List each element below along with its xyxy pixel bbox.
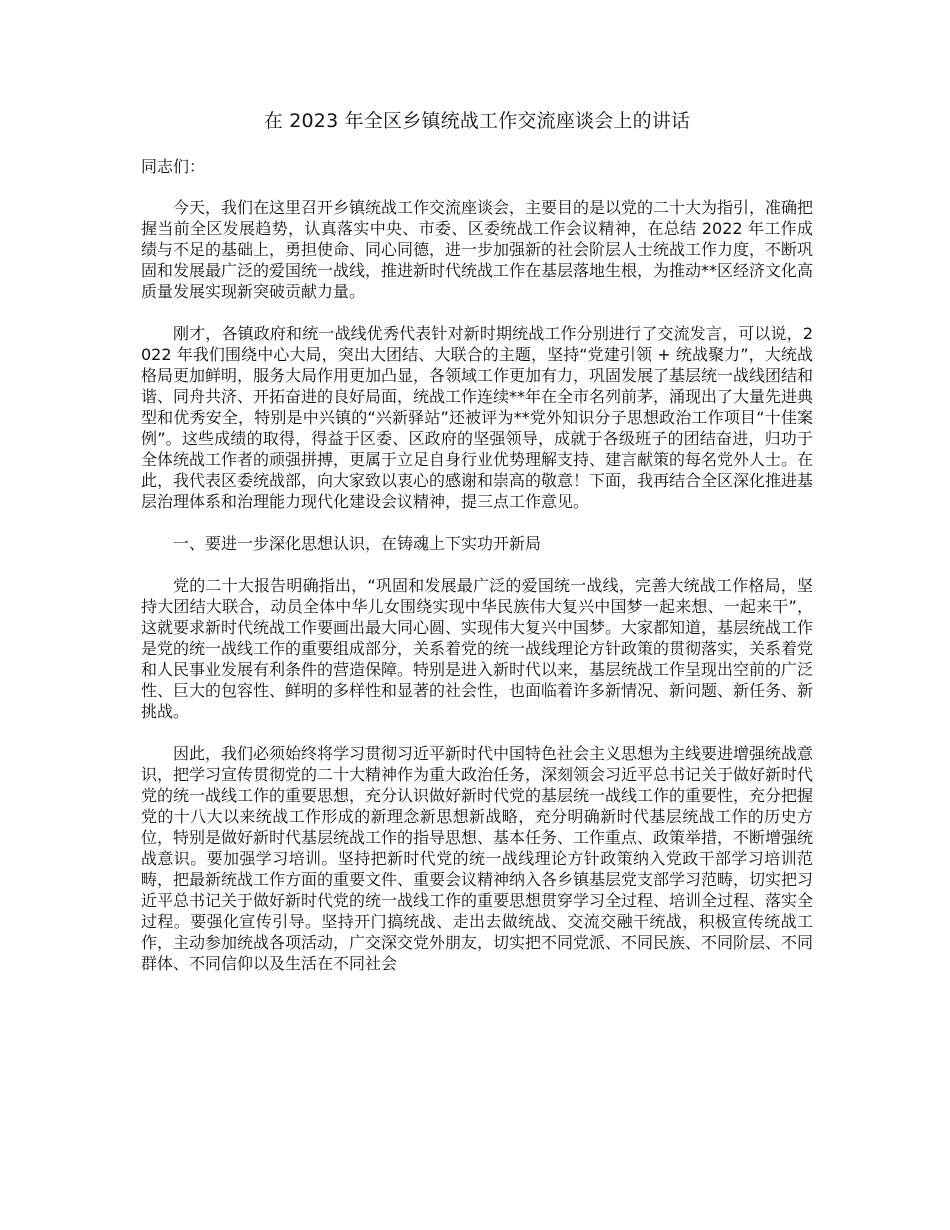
paragraph-section1-b: 因此，我们必须始终将学习贯彻习近平新时代中国特色社会主义思想为主线要进增强统战意识，把学习宣传贯彻党的二十大精神作为重大政治任务，深刻领会习近平总书记关于做好新时代党的统一战线工作的重要思想，充分认识做好新时代党的基层统一战线工作的重要性，充分把握党的十八大以来统战工作形成的新理念新思想新战略，充分明确新时代基层统战工作的历史方位，特别是做好新时代基层统战工作的指导思想、基本任务、工作重点、政策举措，不断增强统战意识。要加强学习培训。坚持把新时代党的统一战线理论方针政策纳入党政干部学习培训范畴，把最新统战工作方面的重要文件、重要会议精神纳入各乡镇基层党支部学习范畴，切实把习近平总书记关于做好新时代党的统一战线工作的重要思想贯穿学习全过程、培训全过程、落实全过程。要强化宣传引导。坚持开门搞统战、走出去做统战、交流交融干统战，积极宣传统战工作，主动参加统战各项活动，广交深交党外朋友，切实把不同党派、不同民族、不同阶层、不同群体、不同信仰以及生活在不同社会 bbox=[141, 744, 814, 973]
section-heading-1: 一、要进一步深化思想认识，在铸魂上下实功开新局 bbox=[173, 534, 542, 553]
salutation: 同志们： bbox=[141, 157, 206, 176]
document-title: 在 2023 年全区乡镇统战工作交流座谈会上的讲话 bbox=[263, 110, 691, 132]
paragraph-opening: 今天，我们在这里召开乡镇统战工作交流座谈会，主要目的是以党的二十大为指引，准确把握当前全区发展趋势，认真落实中央、市委、区委统战工作会议精神，在总结 2022 年工作成绩与不足的基础上，勇担使命、同心同德，进一步加强新的社会阶层人士统战工作力度，不断巩固和发展最广泛的爱国统一战线，推进新时代统战工作在基层落地生根，为推动**区经济文化高质量发展实现新突破贡献力量。 bbox=[141, 198, 814, 301]
paragraph-section1-a: 党的二十大报告明确指出，“巩固和发展最广泛的爱国统一战线，完善大统战工作格局，坚持大团结大联合，动员全体中华儿女围绕实现中华民族伟大复兴中国梦一起来想、一起来干”，这就要求新时代统战工作要画出最大同心圆、实现伟大复兴中国梦。大家都知道，基层统战工作是党的统一战线工作的重要组成部分，关系着党的统一战线理论方针政策的贯彻落实，关系着党和人民事业发展有利条件的营造保障。特别是进入新时代以来，基层统战工作呈现出空前的广泛性、巨大的包容性、鲜明的多样性和显著的社会性，也面临着许多新情况、新问题、新任务、新挑战。 bbox=[141, 576, 814, 721]
document-page bbox=[141, 108, 813, 995]
paragraph-review: 刚才，各镇政府和统一战线优秀代表针对新时期统战工作分别进行了交流发言，可以说，2022 年我们围绕中心大局，突出大团结、大联合的主题，坚持“党建引领 + 统战聚力”，大统战格局更加鲜明，服务大局作用更加凸显，各领域工作更加有力，巩固发展了基层统一战线团结和谐、同舟共济、开拓奋进的良好局面，统战工作连续**年在全市名列前茅，涌现出了大量先进典型和优秀安全，特别是中兴镇的“兴新驿站”还被评为**党外知识分子思想政治工作项目“十佳案例”。这些成绩的取得，得益于区委、区政府的坚强领导，成就于各级班子的团结奋进，归功于全体统战工作者的顽强拼搏，更属于立足自身行业优势理解支持、建言献策的每名党外人士。在此，我代表区委统战部，向大家致以衷心的感谢和崇高的敬意！下面，我再结合全区深化推进基层治理体系和治理能力现代化建设会议精神，提三点工作意见。 bbox=[141, 324, 814, 511]
